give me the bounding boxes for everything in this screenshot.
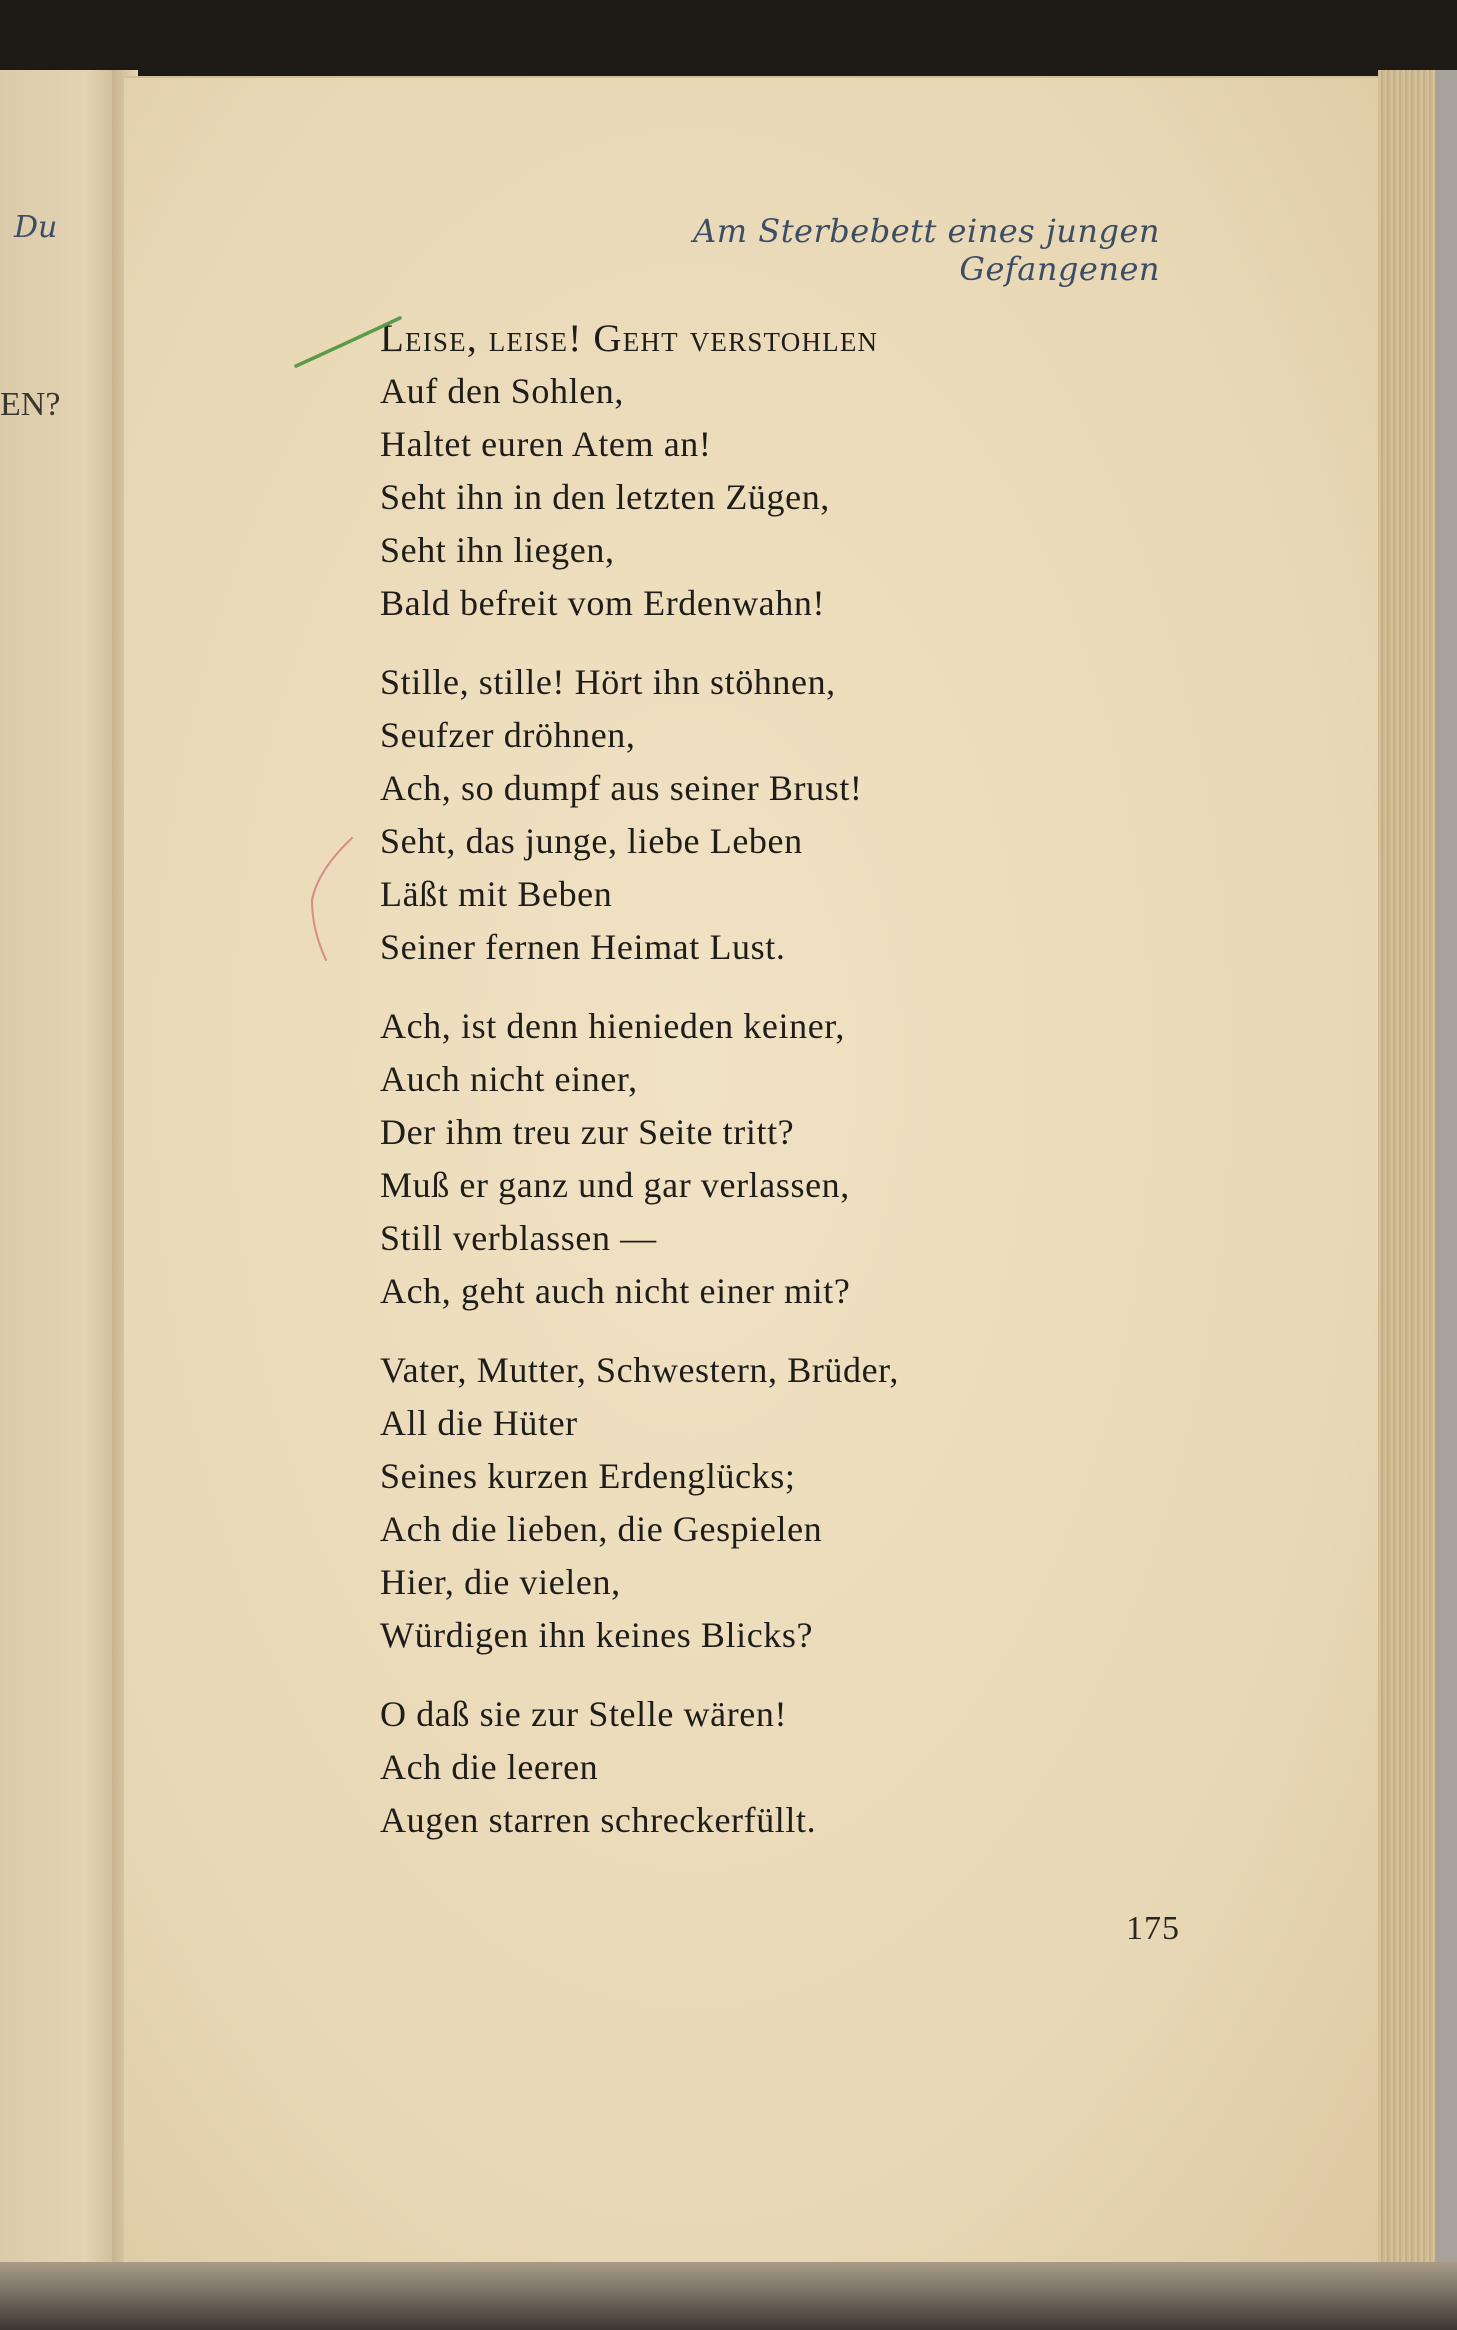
- page-fore-edge: [1378, 70, 1457, 2285]
- poem-line: Hier, die vielen,: [380, 1562, 621, 1602]
- poem-line: Leise, leise! Geht verstohlen: [380, 317, 879, 360]
- poem-line: Stille, stille! Hört ihn stöhnen,: [380, 662, 836, 702]
- poem-line: Ach die leeren: [380, 1747, 599, 1787]
- stanza: [380, 1688, 899, 1847]
- poem-line: Seines kurzen Erdenglücks;: [380, 1456, 796, 1496]
- poem-line: Läßt mit Beben: [380, 874, 613, 914]
- poem-line: Ach die lieben, die Gespielen: [380, 1509, 823, 1549]
- stanza: [380, 312, 899, 630]
- poem-line: Ach, geht auch nicht einer mit?: [380, 1271, 851, 1311]
- left-page-fragment-line: EN?: [0, 386, 61, 423]
- poem-line: O daß sie zur Stelle wären!: [380, 1694, 788, 1734]
- left-page-fragment-head: Du: [14, 210, 58, 245]
- poem-line: Seufzer dröhnen,: [380, 715, 636, 755]
- poem: [380, 312, 899, 1873]
- poem-line: Augen starren schreckerfüllt.: [380, 1800, 817, 1840]
- poem-line: Auch nicht einer,: [380, 1059, 638, 1099]
- poem-line: Der ihm treu zur Seite tritt?: [380, 1112, 795, 1152]
- running-head: Am Sterbebett eines jungen Gefangenen: [693, 212, 1160, 288]
- poem-line: Haltet euren Atem an!: [380, 424, 712, 464]
- poem-line: Still verblassen —: [380, 1218, 657, 1258]
- poem-line: All die Hüter: [380, 1403, 578, 1443]
- poem-line: Seiner fernen Heimat Lust.: [380, 927, 786, 967]
- poem-line: Würdigen ihn keines Blicks?: [380, 1615, 814, 1655]
- poem-line: Auf den Sohlen,: [380, 371, 624, 411]
- poem-line: Muß er ganz und gar verlassen,: [380, 1165, 850, 1205]
- stanza: [380, 1344, 899, 1662]
- page-number: 175: [1126, 1910, 1180, 1947]
- poem-line: Ach, so dumpf aus seiner Brust!: [380, 768, 863, 808]
- left-page-edge: [0, 70, 122, 2285]
- poem-line: Seht ihn in den letzten Zügen,: [380, 477, 830, 517]
- scan-background: [0, 0, 1457, 80]
- poem-line: Vater, Mutter, Schwestern, Brüder,: [380, 1350, 899, 1390]
- book-bottom-edge: [0, 2262, 1457, 2330]
- stanza: [380, 1000, 899, 1318]
- poem-line: Bald befreit vom Erdenwahn!: [380, 583, 826, 623]
- poem-line: Seht ihn liegen,: [380, 530, 615, 570]
- poem-line: Seht, das junge, liebe Leben: [380, 821, 803, 861]
- poem-line: Ach, ist denn hienieden keiner,: [380, 1006, 846, 1046]
- stanza: [380, 656, 899, 974]
- book-cover-edge: [1435, 70, 1457, 2285]
